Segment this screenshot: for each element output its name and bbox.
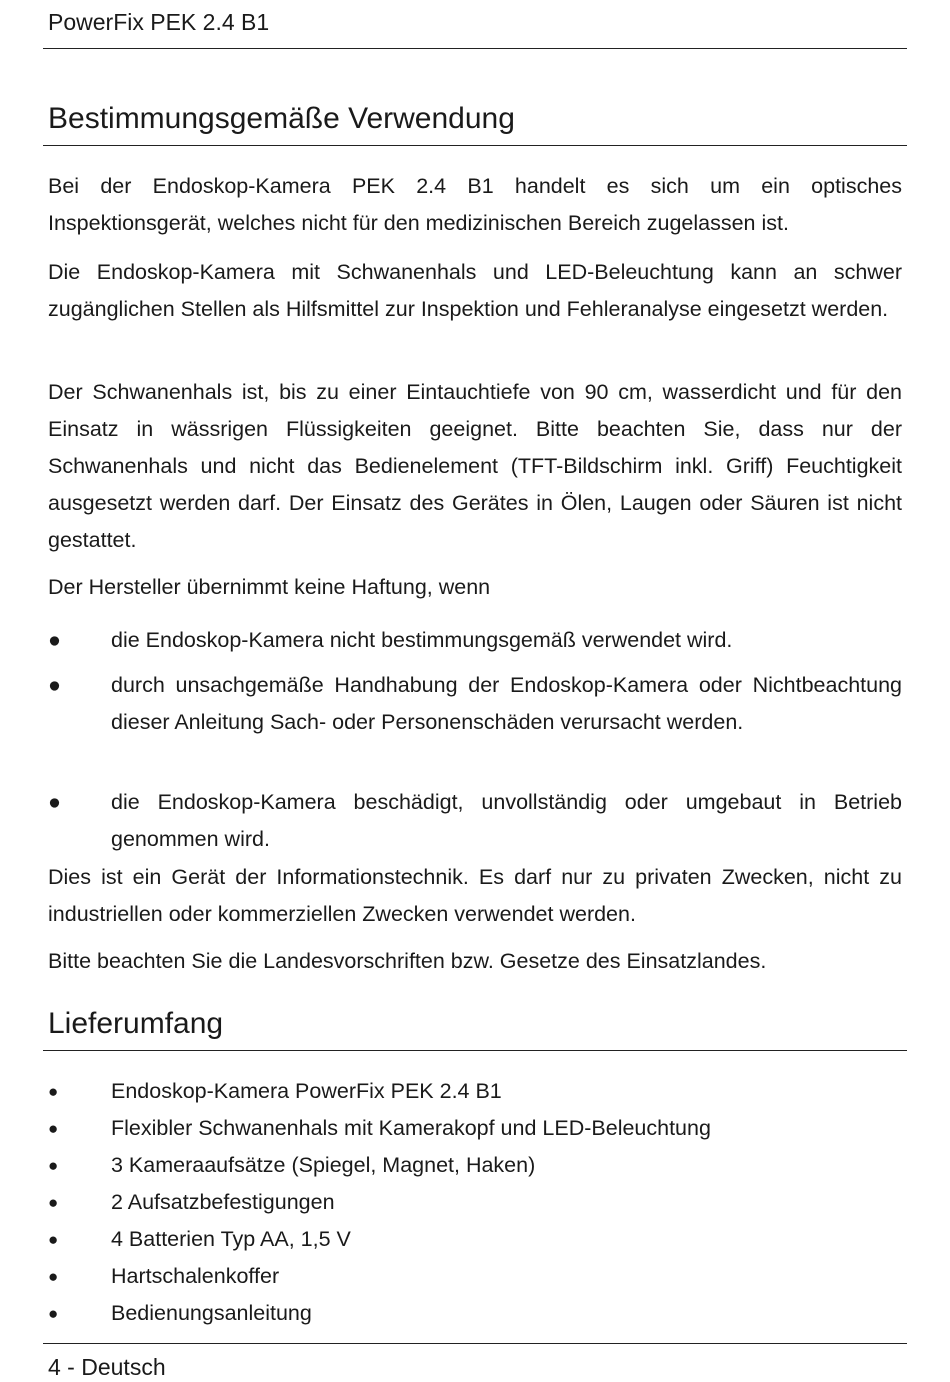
header-divider	[43, 48, 907, 49]
section-divider	[43, 145, 907, 146]
list-item-text: die Endoskop-Kamera nicht bestimmungsgemäß verwendet wird.	[111, 628, 733, 652]
list-item	[48, 1147, 902, 1184]
list-item-text: Hartschalenkoffer	[111, 1264, 280, 1288]
paragraph: Der Schwanenhals ist, bis zu einer Eintauchtiefe von 90 cm, wasserdicht und für den Einsatz in wässrigen Flüssigkeiten geeignet. Bitte beachten Sie, dass nur der Schwanenhals und nicht das Bedienelement (TFT-Bildschirm inkl. Griff) Feuchtigkeit ausgesetzt werden darf. Der Einsatz des Gerätes in Ölen, Laugen oder Säuren ist nicht gestattet.	[48, 380, 902, 552]
list-item-text: 4 Batterien Typ AA, 1,5 V	[111, 1227, 351, 1251]
bullet-icon: ●	[48, 1119, 59, 1138]
running-header: PowerFix PEK 2.4 B1	[48, 9, 270, 35]
section-title-intended-use: Bestimmungsgemäße Verwendung	[48, 102, 515, 135]
bullet-icon: ●	[48, 1156, 59, 1175]
list-item	[48, 1184, 902, 1221]
paragraph: Die Endoskop-Kamera mit Schwanenhals und LED-Beleuchtung kann an schwer zugänglichen Stellen als Hilfsmittel zur Inspektion und Fehleranalyse eingesetzt werden.	[48, 260, 902, 321]
bullet-icon: ●	[48, 1193, 59, 1212]
bullet-icon: ●	[48, 790, 61, 814]
list-item-text: 3 Kameraaufsätze (Spiegel, Magnet, Haken)	[111, 1153, 536, 1177]
list-item	[48, 1258, 902, 1295]
list-item	[48, 667, 902, 741]
section-divider	[43, 1050, 907, 1051]
list-item-text: Flexibler Schwanenhals mit Kamerakopf und LED-Beleuchtung	[111, 1116, 711, 1140]
list-item-text: Bedienungsanleitung	[111, 1301, 312, 1325]
paragraph: Bei der Endoskop-Kamera PEK 2.4 B1 handelt es sich um ein optisches Inspektionsgerät, welches nicht für den medizinischen Bereich zugelassen ist.	[48, 174, 902, 235]
list-item	[48, 1110, 902, 1147]
section-title-scope-of-delivery: Lieferumfang	[48, 1007, 224, 1040]
bullet-icon: ●	[48, 1082, 59, 1101]
bullet-icon: ●	[48, 1267, 59, 1286]
bullet-icon: ●	[48, 1230, 59, 1249]
list-item	[48, 784, 902, 858]
list-item	[48, 1221, 902, 1258]
bullet-icon: ●	[48, 1304, 59, 1323]
list-item-text: Endoskop-Kamera PowerFix PEK 2.4 B1	[111, 1079, 502, 1103]
list-item-text: 2 Aufsatzbefestigungen	[111, 1190, 335, 1214]
page-footer: 4 - Deutsch	[48, 1354, 166, 1380]
bullet-icon: ●	[48, 628, 61, 652]
list-item	[48, 622, 902, 659]
list-item	[48, 1073, 902, 1110]
footer-divider	[43, 1343, 907, 1344]
list-item	[48, 1295, 902, 1332]
list-item-text: die Endoskop-Kamera beschädigt, unvollständig oder umgebaut in Betrieb genommen wird.	[111, 790, 902, 851]
list-item-text: durch unsachgemäße Handhabung der Endoskop-Kamera oder Nichtbeachtung dieser Anleitung Sach- oder Personenschäden verursacht werden.	[111, 673, 902, 734]
paragraph: Dies ist ein Gerät der Informationstechnik. Es darf nur zu privaten Zwecken, nicht zu industriellen oder kommerziellen Zwecken verwendet werden.	[48, 865, 902, 926]
paragraph: Bitte beachten Sie die Landesvorschriften bzw. Gesetze des Einsatzlandes.	[48, 949, 767, 973]
bullet-icon: ●	[48, 673, 61, 697]
paragraph: Der Hersteller übernimmt keine Haftung, wenn	[48, 575, 491, 599]
